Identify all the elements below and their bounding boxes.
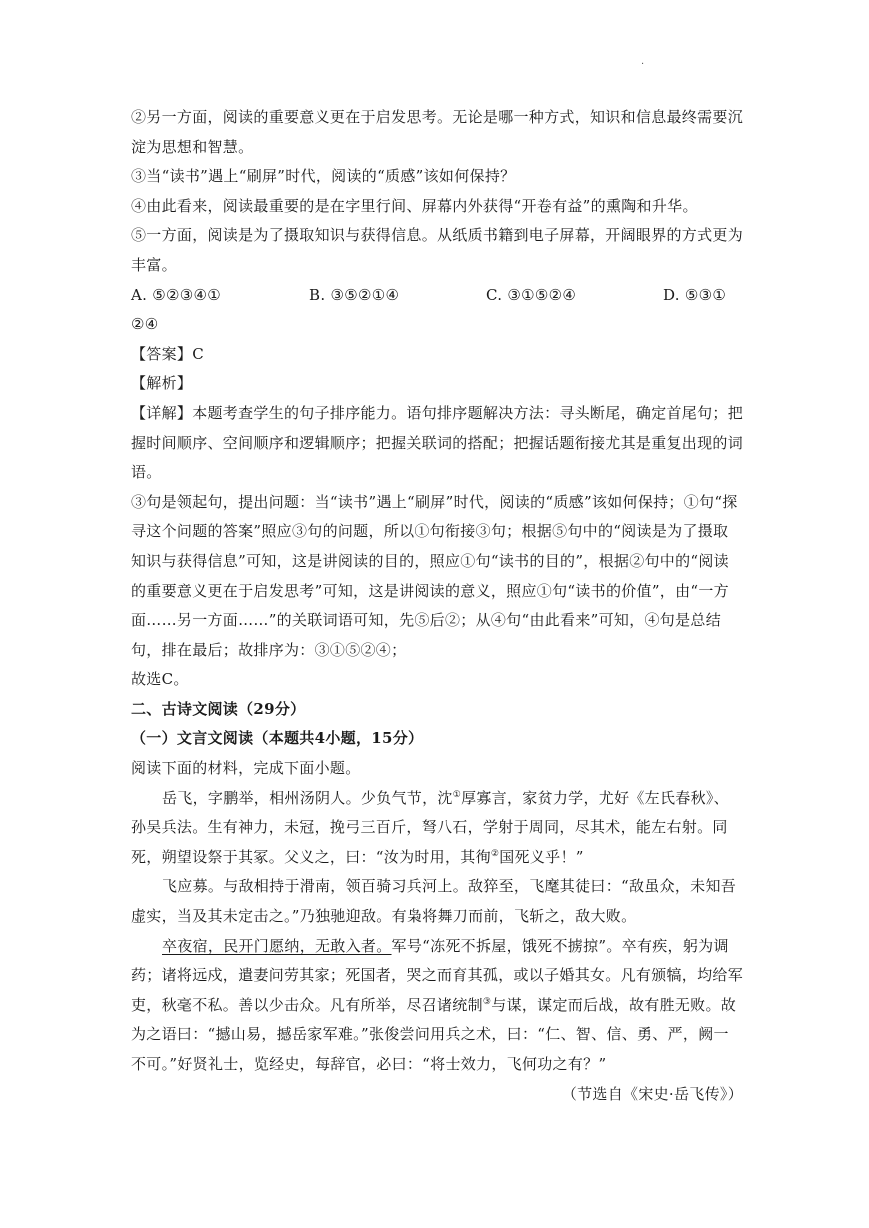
- passage-source: （节选自《宋史·岳飞传》）: [561, 1084, 743, 1103]
- passage-p1-text-c: 国死义乎！”: [499, 847, 584, 866]
- passage-p3-text-a: 军号“冻死不拆屋，饿死不掳掠”。卒有疾，躬为调药；诸将远戍，遣妻问劳其家；死国者，哭之而育其孤，或以子婚其女。凡有颁犒，均给军吏，秋毫不私。善以少击众。凡有所举，尽召诸统制: [131, 936, 744, 1014]
- passage-p3-text-b: 与谋，谋定而后战，故有胜无败。故为之语曰：“撼山易，撼岳家军难。”张俊尝问用兵之术，曰：“仁、智、信、勇、严，阙一不可。”好贤礼士，览经史，每辞官，必曰：“将士效力，飞何功之有？”: [131, 995, 737, 1073]
- answer-choices: [131, 281, 743, 311]
- document-body: [131, 103, 743, 1109]
- footnote-marker-3: ③: [482, 996, 492, 1007]
- choice-a: A. ⑤②③④①: [131, 285, 222, 304]
- sentence-4: ④由此看来，阅读最重要的是在字里行间、屏幕内外获得“开卷有益”的熏陶和升华。: [131, 196, 698, 215]
- header-dot: .: [641, 56, 645, 67]
- choice-b: B. ③⑤②①④: [309, 285, 400, 304]
- sentence-3: ③当“读书”遇上“刷屏”时代，阅读的“质感”该如何保持？: [131, 167, 516, 186]
- instruction: 阅读下面的材料，完成下面小题。: [131, 759, 361, 778]
- choice-d: D. ⑤③①: [663, 285, 727, 304]
- passage-paragraph-2: 飞应募。与敌相持于滑南，领百骑习兵河上。敌猝至，飞麾其徒曰：“敌虽众，未知吾虚实，当及其未定击之。”乃独驰迎敌。有枭将舞刀而前，飞斩之，敌大败。: [131, 877, 737, 926]
- underlined-sentence: 卒夜宿，民开门愿纳，无敢入者。: [162, 936, 392, 955]
- passage-p1-text-a: 岳飞，字鹏举，相州汤阴人。少负气节，沈: [162, 788, 453, 807]
- choice-d-continued: ②④: [131, 315, 159, 334]
- conclusion: 故选C。: [131, 670, 189, 689]
- sub-heading: （一）文言文阅读（本题共4小题，15分）: [131, 729, 424, 748]
- answer-line: 【答案】C: [131, 344, 204, 363]
- passage-paragraph-1: [131, 784, 743, 873]
- sentence-5: ⑤一方面，阅读是为了摄取知识与获得信息。从纸质书籍到电子屏幕，开阔眼界的方式更为丰富。: [131, 226, 744, 274]
- passage-p1-text-b: 厚寡言，家贫力学，尤好《左氏春秋》、孙吴兵法。生有神力，未冠，挽弓三百斤，弩八石，学射于周同，尽其术，能左右射。同死，朔望设祭于其冢。父义之，曰：“汝为时用，其徇: [131, 788, 729, 866]
- passage-paragraph-3: [131, 932, 743, 1080]
- section-heading: 二、古诗文阅读（29分）: [131, 699, 306, 718]
- footnote-marker-2: ②: [490, 848, 500, 859]
- choice-c: C. ③①⑤②④: [486, 285, 577, 304]
- footnote-marker-1: ①: [452, 789, 462, 800]
- detail-paragraph-1: 【详解】本题考查学生的句子排序能力。语句排序题解决方法：寻头断尾，确定首尾句；把握时间顺序、空间顺序和逻辑顺序；把握关联词的搭配；把握话题衔接尤其是重复出现的词语。: [131, 403, 744, 482]
- sentence-2: ②另一方面，阅读的重要意义更在于启发思考。无论是哪一种方式，知识和信息最终需要沉淀为思想和智慧。: [131, 108, 744, 156]
- detail-paragraph-2: ③句是领起句，提出问题：当“读书”遇上“刷屏”时代，阅读的“质感”该如何保持；①句“探寻这个问题的答案”照应③句的问题，所以①句衔接③句；根据⑤句中的“阅读是为了摄取知识与获得信息”可知，这是讲阅读的目的，照应①句“读书的目的”，根据②句中的“阅读的重要意义更在于启发思考”可知，这是讲阅读的意义，照应①句“读书的价值”，由“一方面……另一方面……”的关联词语可知，先⑤后②；从④句“由此看来”可知，④句是总结句，排在最后；故排序为：③①⑤②④；: [131, 492, 738, 659]
- analysis-label: 【解析】: [131, 374, 193, 393]
